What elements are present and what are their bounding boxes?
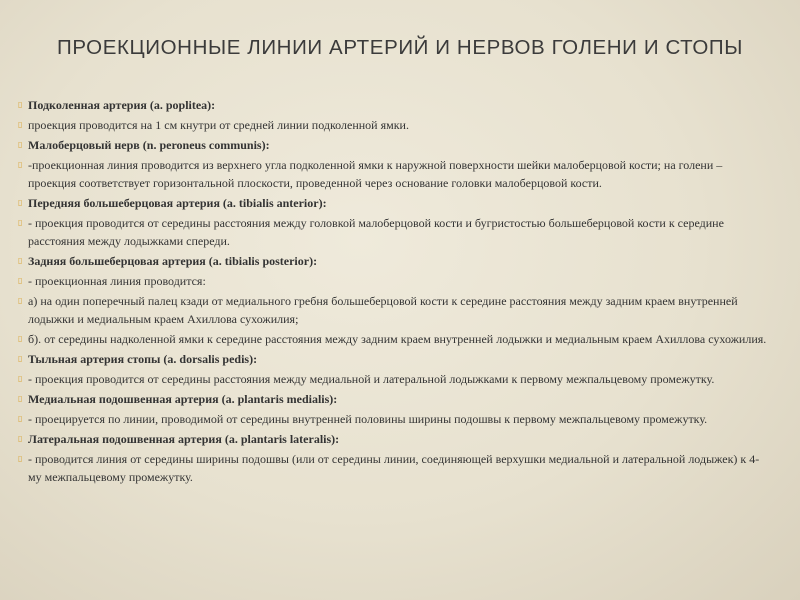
item-text: Передняя большеберцовая артерия (a. tibialis anterior):: [28, 196, 327, 210]
bullet-icon: ▯: [18, 354, 23, 363]
slide-content: [18, 96, 770, 488]
item-text: Подколенная артерия (a. poplitea):: [28, 98, 216, 112]
item-text: - проекция проводится от середины расстояния между медиальной и латеральной лодыжками к первому межпальцевому промежутку.: [28, 372, 715, 386]
bullet-icon: ▯: [18, 414, 23, 423]
item-text: б). от середины надколенной ямки к середине расстояния между задним краем внутренней лодыжки и медиальным краем Ахиллова сухожилия.: [28, 332, 767, 346]
section-text: [18, 370, 770, 388]
section-heading: [18, 390, 770, 408]
section-heading: [18, 194, 770, 212]
bullet-icon: ▯: [18, 120, 23, 129]
bullet-icon: ▯: [18, 434, 23, 443]
bullet-icon: ▯: [18, 374, 23, 383]
section-heading: [18, 96, 770, 114]
item-text: проекция проводится на 1 см кнутри от средней линии подколенной ямки.: [28, 118, 409, 132]
bullet-icon: ▯: [18, 100, 23, 109]
bullet-icon: ▯: [18, 160, 23, 169]
bullet-icon: ▯: [18, 296, 23, 305]
bullet-icon: ▯: [18, 198, 23, 207]
item-text: Медиальная подошвенная артерия (a. plantaris medialis):: [28, 392, 338, 406]
section-text: [18, 410, 770, 428]
item-text: - проецируется по линии, проводимой от середины внутренней половины ширины подошвы к первому межпальцевому промежутку.: [28, 412, 708, 426]
section-text: [18, 450, 770, 486]
section-text: [18, 214, 770, 250]
section-heading: [18, 350, 770, 368]
bullet-icon: ▯: [18, 394, 23, 403]
bullet-icon: ▯: [18, 276, 23, 285]
section-heading: [18, 252, 770, 270]
item-text: - проводится линия от середины ширины подошвы (или от середины линии, соединяющей верхушки медиальной и латеральной лодыжек) к 4-му межпальцевому промежутку.: [28, 452, 760, 484]
bullet-icon: ▯: [18, 256, 23, 265]
section-text: [18, 292, 770, 328]
section-text: [18, 330, 770, 348]
bullet-icon: ▯: [18, 334, 23, 343]
bullet-icon: ▯: [18, 218, 23, 227]
bullet-icon: ▯: [18, 454, 23, 463]
section-text: [18, 272, 770, 290]
section-heading: [18, 136, 770, 154]
item-text: Латеральная подошвенная артерия (a. plantaris lateralis):: [28, 432, 340, 446]
section-heading: [18, 430, 770, 448]
item-text: Тыльная артерия стопы (a. dorsalis pedis):: [28, 352, 258, 366]
bullet-icon: ▯: [18, 140, 23, 149]
item-text: -проекционная линия проводится из верхнего угла подколенной ямки к наружной поверхности шейки малоберцовой кости; на голени – проекция соответствует горизонтальной плоскости, проведенной через основание головки малоберцовой кости.: [28, 158, 723, 190]
item-text: - проекционная линия проводится:: [28, 274, 206, 288]
item-text: - проекция проводится от середины расстояния между головкой малоберцовой кости и бугристостью большеберцовой кости к середине расстояния между лодыжками спереди.: [28, 216, 724, 248]
item-text: а) на один поперечный палец кзади от медиального гребня большеберцовой кости к середине расстояния между задним краем внутренней лодыжки и медиальным краем Ахиллова сухожилия;: [28, 294, 738, 326]
section-text: [18, 156, 770, 192]
section-text: [18, 116, 770, 134]
item-text: Малоберцовый нерв (n. peroneus communis):: [28, 138, 270, 152]
item-text: Задняя большеберцовая артерия (a. tibialis posterior):: [28, 254, 318, 268]
slide-title: ПРОЕКЦИОННЫЕ ЛИНИИ АРТЕРИЙ И НЕРВОВ ГОЛЕНИ И СТОПЫ: [57, 36, 743, 59]
